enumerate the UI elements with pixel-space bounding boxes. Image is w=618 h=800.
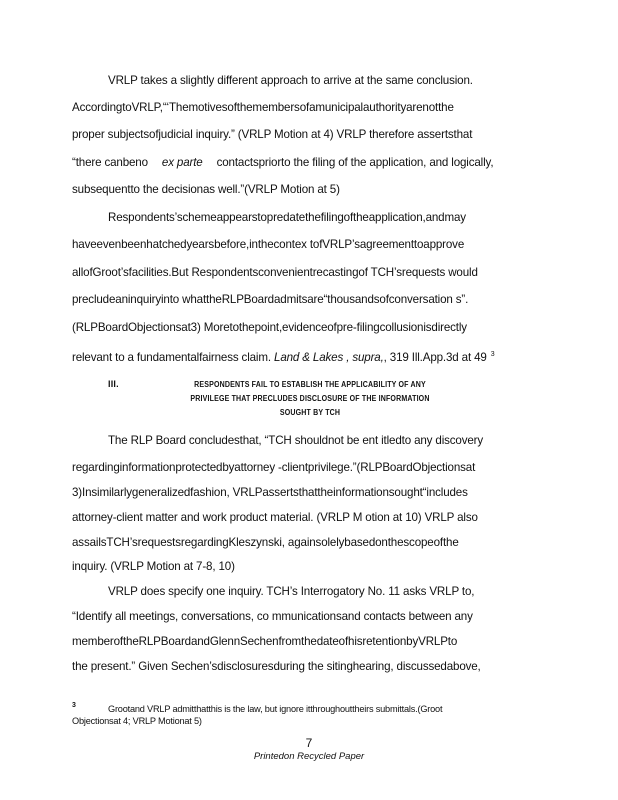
body-text: contactspriorto the filing of the application, and logically, bbox=[216, 156, 494, 169]
body-line: assailsTCH’srequestsregardingKleszynski, againsolelybasedonthescopeofthe bbox=[72, 536, 459, 549]
section-number: III. bbox=[108, 379, 119, 389]
ex-parte-text: ex parte bbox=[161, 156, 203, 169]
section-heading-line: PRIVILEGE THAT PRECLUDES DISCLOSURE OF THE INFORMATION bbox=[190, 393, 430, 403]
body-line: regardinginformationprotectedbyattorney -clientprivilege.”(RLPBoardObjectionsat bbox=[72, 461, 476, 474]
section-heading-line: RESPONDENTS FAIL TO ESTABLISH THE APPLICABILITY OF ANY bbox=[194, 379, 426, 389]
body-line: memberoftheRLPBoardandGlennSechenfromthedateofhisretentionbyVRLPto bbox=[72, 635, 458, 648]
body-line: “Identify all meetings, conversations, co mmunicationsand contacts between any bbox=[72, 610, 473, 623]
body-line: Respondents’schemeappearstopredatethefilingoftheapplication,andmay bbox=[108, 211, 466, 224]
body-line: haveevenbeenhatchedyearsbefore,inthecontex tofVRLP’sagreementtoapprove bbox=[72, 238, 465, 251]
body-line: proper subjectsofjudicial inquiry.” (VRLP Motion at 4) VRLP therefore assertsthat bbox=[72, 128, 473, 141]
page-number: 7 bbox=[305, 736, 313, 750]
citation-italic: Land & Lakes , supra, bbox=[274, 350, 384, 364]
body-text: “there canbeno bbox=[72, 156, 148, 169]
body-text: relevant to a fundamentalfairness claim. bbox=[72, 350, 271, 364]
body-line bbox=[72, 348, 548, 365]
body-line bbox=[72, 156, 548, 170]
body-line: VRLP takes a slightly different approach to arrive at the same conclusion. bbox=[108, 74, 473, 87]
body-text: , 319 Ill.App.3d at 49 bbox=[383, 350, 487, 364]
footnote-text: Grootand VRLP admitthatthis is the law, but ignore itthroughouttheirs submittals.(Groot bbox=[108, 704, 443, 714]
body-line: subsequentto the decisionas well.”(VRLP Motion at 5) bbox=[72, 183, 340, 196]
body-line: VRLP does specify one inquiry. TCH’s Interrogatory No. 11 asks VRLP to, bbox=[108, 585, 475, 598]
body-line: precludeaninquiryinto whattheRLPBoardadmitsare“thousandsofconversation s”. bbox=[72, 293, 469, 306]
body-line: (RLPBoardObjectionsat3) Moretothepoint,evidenceofpre-filingcollusionisdirectly bbox=[72, 321, 467, 334]
body-line: 3)Insimilarlygeneralizedfashion, VRLPassertsthattheinformationsought“includes bbox=[72, 486, 468, 499]
footnote-reference: 3 bbox=[490, 351, 495, 358]
body-line: the present.” Given Sechen’sdisclosuresduring the sitinghearing, discussedabove, bbox=[72, 660, 481, 673]
body-line: inquiry. (VRLP Motion at 7-8, 10) bbox=[72, 560, 235, 573]
footnote-marker: 3 bbox=[72, 702, 76, 709]
footnote-text: Objectionsat 4; VRLP Motionat 5) bbox=[72, 716, 202, 726]
body-line: allofGroot’sfacilities.But Respondentsconvenientrecastingof TCH’srequests would bbox=[72, 266, 478, 279]
body-line: attorney-client matter and work product material. (VRLP M otion at 10) VRLP also bbox=[72, 511, 478, 524]
body-line: AccordingtoVRLP,“‘Themotivesofthemembersofamunicipalauthorityarenotthe bbox=[72, 101, 454, 114]
body-line: The RLP Board concludesthat, “TCH shouldnot be ent itledto any discovery bbox=[108, 434, 484, 447]
section-heading-line: SOUGHT BY TCH bbox=[279, 407, 341, 417]
printed-on-label: Printedon Recycled Paper bbox=[253, 751, 365, 762]
